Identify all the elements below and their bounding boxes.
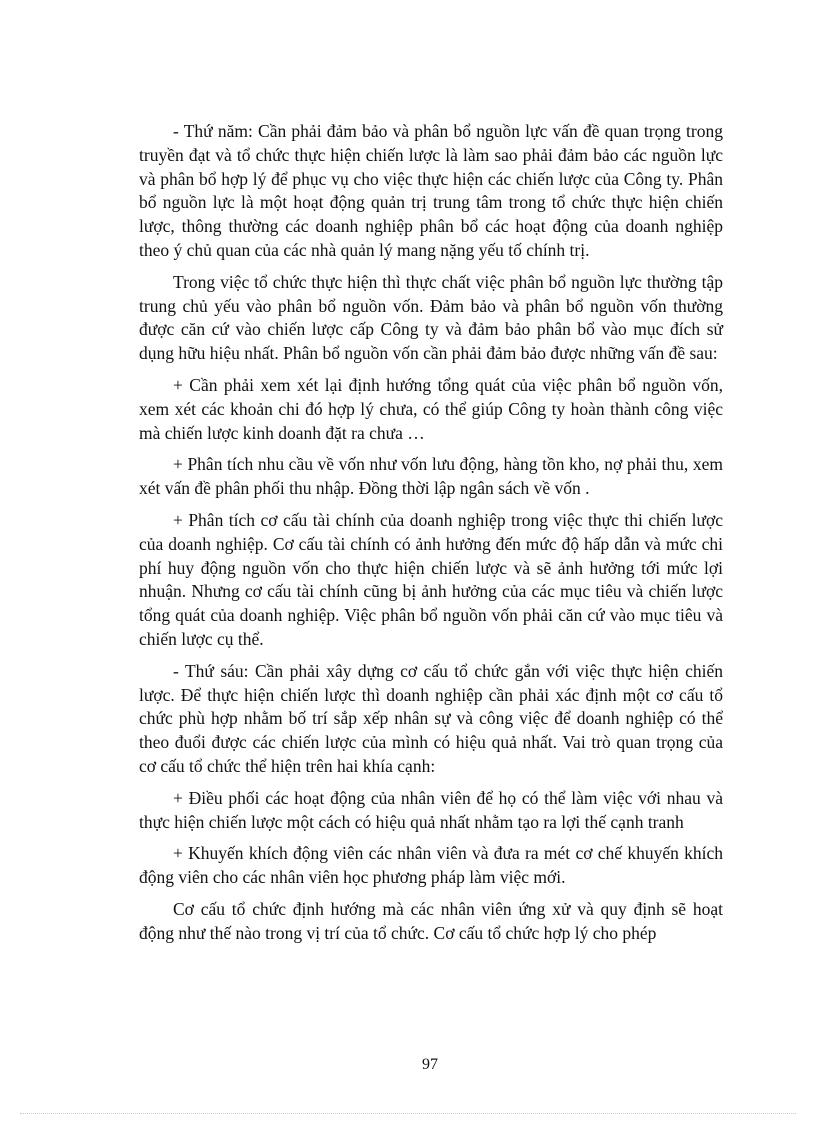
- page-number: 97: [422, 1056, 438, 1073]
- paragraph-co-cau-to-chuc: Cơ cấu tổ chức định hướng mà các nhân viên ứng xử và quy định sẽ hoạt động như thế nào trong vị trí của tổ chức. Cơ cấu tổ chức hợp lý cho phép: [139, 898, 723, 943]
- list-item-khuyen-khich: + Khuyến khích động viên các nhân viên và đưa ra mét cơ chế khuyến khích động viên cho các nhân viên học phương pháp làm việc mới.: [139, 843, 723, 888]
- body-text: [139, 120, 723, 946]
- list-item-nhu-cau-ve-von: + Phân tích nhu cầu về vốn như vốn lưu động, hàng tồn kho, nợ phải thu, xem xét vấn đề phân phối thu nhập. Đồng thời lập ngân sách về vốn .: [139, 454, 723, 499]
- page-bottom-divider: [20, 1113, 796, 1114]
- paragraph-thu-sau: - Thứ sáu: Cần phải xây dựng cơ cấu tổ chức gắn với việc thực hiện chiến lược. Để thực hiện chiến lược thì doanh nghiệp cần phải xác định một cơ cấu tổ chức phù hợp nhằm bố trí sắp xếp nhân sự và công việc để doanh nghiệp có thể theo đuổi được các chiến lược của mình có hiệu quả nhất. Vai trò quan trọng của cơ cấu tổ chức thể hiện trên hai khía cạnh:: [139, 660, 723, 776]
- list-item-dieu-phoi: + Điều phối các hoạt động của nhân viên để họ có thể làm việc với nhau và thực hiện chiến lược một cách có hiệu quả nhất nhằm tạo ra lợi thế cạnh tranh: [139, 787, 723, 832]
- paragraph-phan-bo-nguon-von: Trong việc tổ chức thực hiện thì thực chất việc phân bổ nguồn lực thường tập trung chủ yếu vào phân bổ nguồn vốn. Đảm bảo và phân bổ nguồn vốn thường được căn cứ vào chiến lược cấp Công ty và đảm bảo phân bổ vào mục đích sử dụng hữu hiệu nhất. Phân bổ nguồn vốn cần phải đảm bảo được những vấn đề sau:: [139, 271, 723, 364]
- list-item-dinh-huong-tong-quat: + Cần phải xem xét lại định hướng tổng quát của việc phân bổ nguồn vốn, xem xét các khoản chi đó hợp lý chưa, có thể giúp Công ty hoàn thành công việc mà chiến lược kinh doanh đặt ra chưa …: [139, 374, 723, 443]
- paragraph-thu-nam: - Thứ năm: Cần phải đảm bảo và phân bổ nguồn lực vấn đề quan trọng trong truyền đạt và tổ chức thực hiện chiến lược là làm sao phải đảm bảo các nguồn lực và phân bổ hợp lý để phục vụ cho việc thực hiện các chiến lược của Công ty. Phân bổ nguồn lực là một hoạt động quản trị trung tâm trong tổ chức thực hiện chiến lược, thông thường các doanh nghiệp phân bổ các hoạt động của doanh nghiệp theo ý chủ quan của các nhà quản lý mang nặng yếu tố chính trị.: [139, 121, 723, 260]
- list-item-co-cau-tai-chinh: + Phân tích cơ cấu tài chính của doanh nghiệp trong việc thực thi chiến lược của doanh nghiệp. Cơ cấu tài chính có ảnh hưởng đến mức độ hấp dẫn và mức chi phí huy động nguồn vốn cho thực hiện chiến lược và sẽ ảnh hưởng tới mức lợi nhuận. Nhưng cơ cấu tài chính cũng bị ảnh hưởng của các mục tiêu và chiến lược tổng quát của doanh nghiệp. Việc phân bổ nguồn vốn phải căn cứ vào mục tiêu và chiến lược cụ thể.: [139, 509, 723, 649]
